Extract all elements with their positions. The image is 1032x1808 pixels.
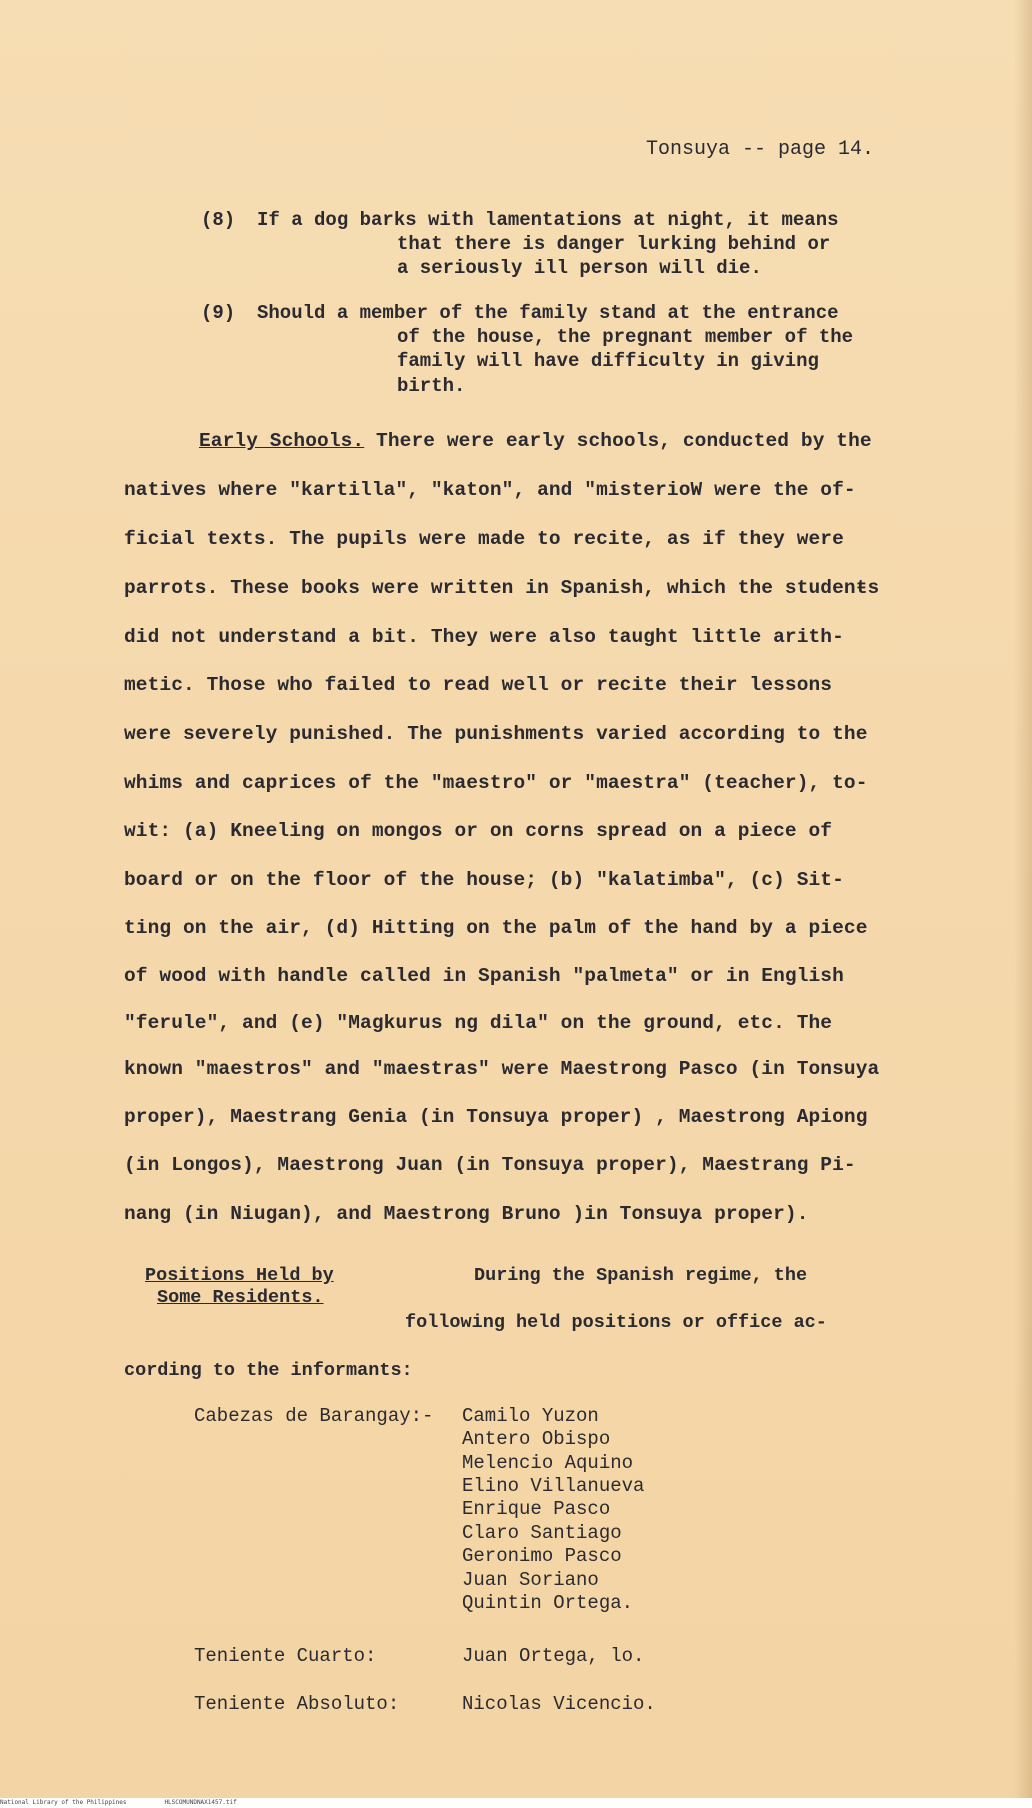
early-schools-line-6: metic. Those who failed to read well or recite their lessons (124, 674, 833, 696)
belief-8-line-1: If a dog barks with lamentations at night, it means (257, 209, 839, 231)
cabezas-name-7: Geronimo Pasco (462, 1545, 622, 1567)
early-schools-line-5: did not understand a bit. They were also taught little arith- (124, 626, 844, 648)
early-schools-line-13: "ferule", and (e) "Magkurus ng dila" on the ground, etc. The (124, 1012, 833, 1034)
belief-8-line-2: that there is danger lurking behind or (397, 233, 831, 255)
belief-9-line-1: Should a member of the family stand at the entrance (257, 302, 839, 324)
cabezas-name-4: Elino Villanueva (462, 1475, 645, 1497)
bleed-through-decoration (190, 268, 890, 968)
early-schools-line-11: ting on the air, (d) Hitting on the palm of the hand by a piece (124, 917, 868, 939)
teniente-absoluto-label: Teniente Absoluto: (194, 1693, 400, 1715)
cabezas-label: Cabezas de Barangay:- (194, 1405, 434, 1427)
footer-source: National Library of the Philippines (0, 1799, 127, 1806)
cabezas-name-9: Quintin Ortega. (462, 1592, 634, 1614)
teniente-cuarto-name: Juan Ortega, lo. (462, 1645, 645, 1667)
teniente-cuarto-label: Teniente Cuarto: (194, 1645, 377, 1667)
early-schools-heading: Early Schools. (199, 430, 365, 452)
positions-text-line-1: During the Spanish regime, the (474, 1265, 808, 1286)
page-edge-shadow (1014, 0, 1032, 1798)
belief-8-line-3: a seriously ill person will die. (397, 257, 762, 279)
early-schools-line-3: ficial texts. The pupils were made to recite, as if they were (124, 528, 844, 550)
cabezas-name-1: Camilo Yuzon (462, 1405, 599, 1427)
cabezas-name-5: Enrique Pasco (462, 1498, 611, 1520)
early-schools-line-7: were severely punished. The punishments varied according to the (124, 723, 868, 745)
early-schools-line-16: (in Longos), Maestrong Juan (in Tonsuya proper), Maestrang Pi- (124, 1154, 856, 1176)
footer-filename: HLSCOMUNDNAX1457.tif (164, 1799, 237, 1806)
early-schools-line-15: proper), Maestrang Genia (in Tonsuya proper) , Maestrong Apiong (124, 1106, 868, 1128)
cabezas-name-3: Melencio Aquino (462, 1452, 634, 1474)
early-schools-line-10: board or on the floor of the house; (b) "kalatimba", (c) Sit- (124, 869, 844, 891)
page-header: Tonsuya -- page 14. (646, 138, 875, 161)
early-schools-line-8: whims and caprices of the "maestro" or "maestra" (teacher), to- (124, 772, 868, 794)
belief-9-line-2: of the house, the pregnant member of the (397, 326, 854, 348)
cabezas-name-2: Antero Obispo (462, 1428, 611, 1450)
early-schools-line-17: nang (in Niugan), and Maestrong Bruno )in Tonsuya proper). (124, 1203, 809, 1225)
early-schools-line-14: known "maestros" and "maestras" were Maestrong Pasco (in Tonsuya (124, 1058, 880, 1080)
early-schools-line-4: parrots. These books were written in Spanish, which the studenŧs (124, 577, 880, 599)
early-schools-line-2: natives where "kartilla", "katon", and "misterioW were the of- (124, 479, 856, 501)
positions-text-line-3: cording to the informants: (124, 1360, 413, 1381)
cabezas-name-6: Claro Santiago (462, 1522, 622, 1544)
positions-heading-line-1: Positions Held by (145, 1265, 334, 1286)
cabezas-name-8: Juan Soriano (462, 1569, 599, 1591)
early-schools-line-9: wit: (a) Kneeling on mongos or on corns spread on a piece of (124, 820, 833, 842)
early-schools-line-12: of wood with handle called in Spanish "palmeta" or in English (124, 965, 844, 987)
belief-9-line-3: family will have difficulty in giving (397, 350, 819, 372)
positions-heading-line-2: Some Residents. (157, 1287, 324, 1308)
teniente-absoluto-name: Nicolas Vicencio. (462, 1693, 656, 1715)
early-schools-text-1: There were early schools, conducted by the (364, 430, 872, 452)
early-schools-line-1 (199, 430, 872, 452)
positions-text-line-2: following held positions or office ac- (405, 1312, 827, 1333)
belief-number-8: (8) (201, 209, 236, 231)
belief-number-9: (9) (201, 302, 236, 324)
belief-9-line-4: birth. (397, 375, 466, 397)
scan-footer (0, 1798, 1032, 1808)
